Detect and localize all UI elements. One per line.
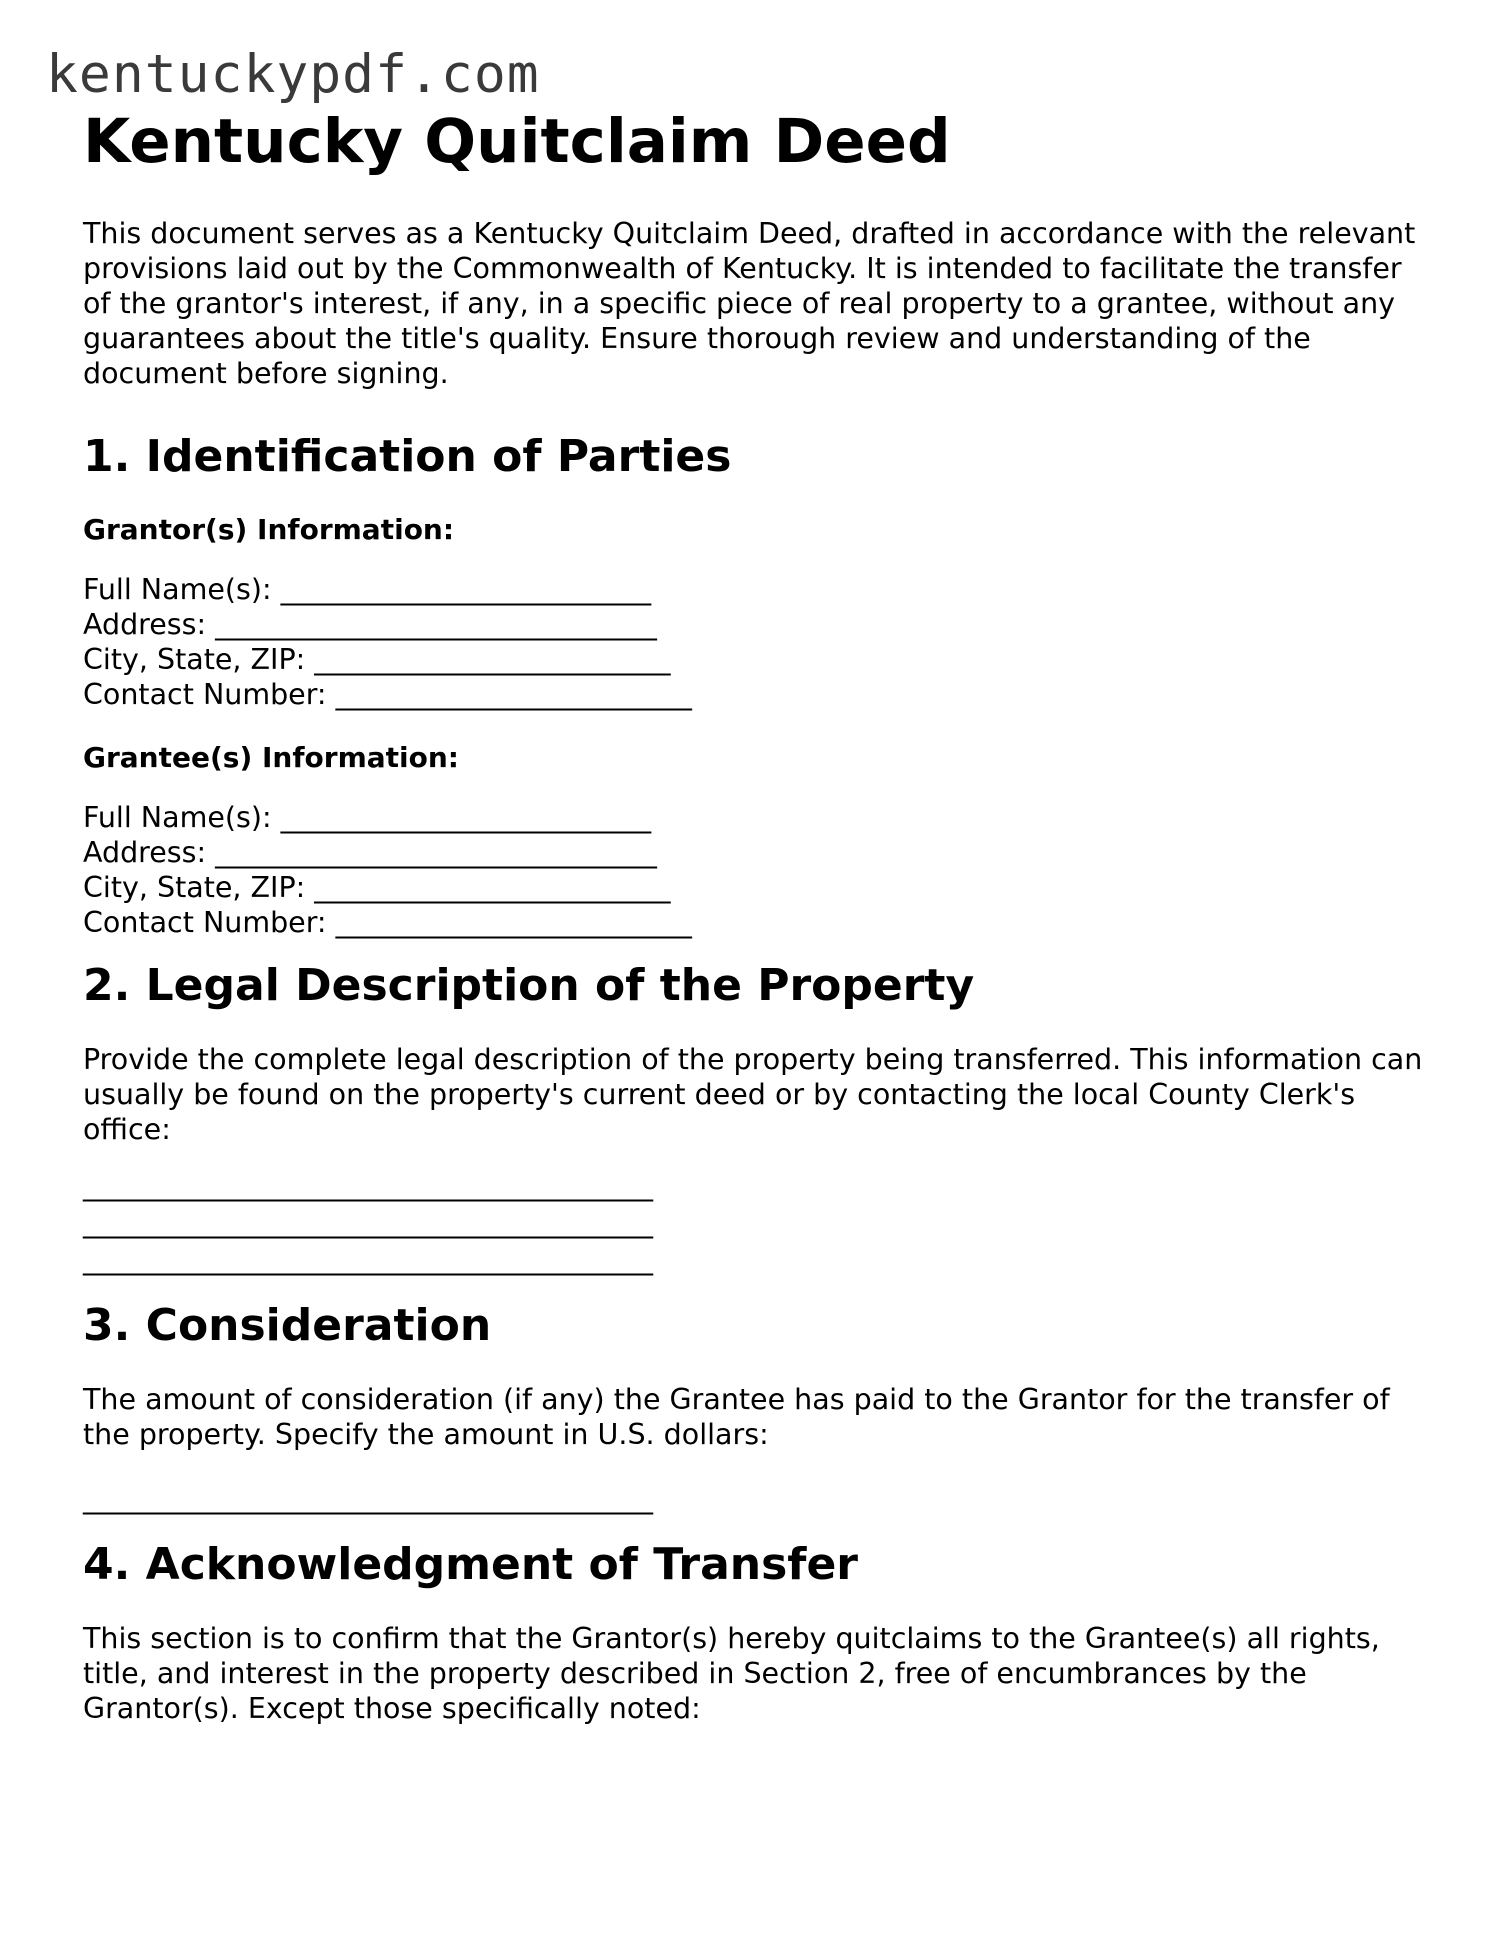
- legal-description-lines: [83, 1167, 1423, 1278]
- legal-description-line[interactable]: ________________________________________: [83, 1206, 653, 1239]
- grantor-info-heading: Grantor(s) Information:: [83, 513, 455, 546]
- grantee-contact-number-field[interactable]: Contact Number: _________________________: [83, 906, 692, 939]
- section-3-heading: 3. Consideration: [83, 1300, 492, 1351]
- document-page: [83, 104, 1423, 1726]
- legal-description-line[interactable]: ________________________________________: [83, 1243, 653, 1276]
- grantee-full-name-field[interactable]: Full Name(s): __________________________: [83, 801, 652, 834]
- intro-paragraph: This document serves as a Kentucky Quitclaim Deed, drafted in accordance with the relevant provisions laid out by the Commonwealth of Kentucky. It is intended to facilitate the transfer of the grantor's interest, if any, in a specific piece of real property to a grantee, without any guarantees about the title's quality. Ensure thorough review and understanding of the document before signing.: [83, 217, 1416, 390]
- grantee-fields: [83, 800, 1423, 940]
- consideration-instructions: The amount of consideration (if any) the Grantee has paid to the Grantor for the transfer of the property. Specify the amount in U.S. dollars:: [83, 1383, 1390, 1451]
- grantee-address-field[interactable]: Address: _______________________________: [83, 836, 657, 869]
- section-1-heading: 1. Identification of Parties: [83, 431, 732, 482]
- grantor-contact-number-field[interactable]: Contact Number: _________________________: [83, 678, 692, 711]
- grantee-city-state-zip-field[interactable]: City, State, ZIP: _________________________: [83, 871, 671, 904]
- legal-description-line[interactable]: ________________________________________: [83, 1169, 653, 1202]
- legal-description-instructions: Provide the complete legal description of the property being transferred. This information can usually be found on the property's current deed or by contacting the local County Clerk's office:: [83, 1043, 1423, 1146]
- acknowledgment-text: This section is to confirm that the Grantor(s) hereby quitclaims to the Grantee(s) all rights, title, and interest in the property described in Section 2, free of encumbrances by the Grantor(s). Except those specifically noted:: [83, 1622, 1380, 1725]
- grantee-info-heading: Grantee(s) Information:: [83, 741, 459, 774]
- grantor-full-name-field[interactable]: Full Name(s): __________________________: [83, 573, 652, 606]
- grantor-address-field[interactable]: Address: _______________________________: [83, 608, 657, 641]
- document-title: Kentucky Quitclaim Deed: [83, 106, 951, 177]
- grantor-fields: [83, 572, 1423, 712]
- grantor-city-state-zip-field[interactable]: City, State, ZIP: _________________________: [83, 643, 671, 676]
- section-4-heading: 4. Acknowledgment of Transfer: [83, 1539, 858, 1590]
- watermark-text: kentuckypdf.com: [46, 44, 540, 105]
- section-2-heading: 2. Legal Description of the Property: [83, 960, 975, 1011]
- consideration-amount-line[interactable]: ________________________________________: [83, 1482, 653, 1515]
